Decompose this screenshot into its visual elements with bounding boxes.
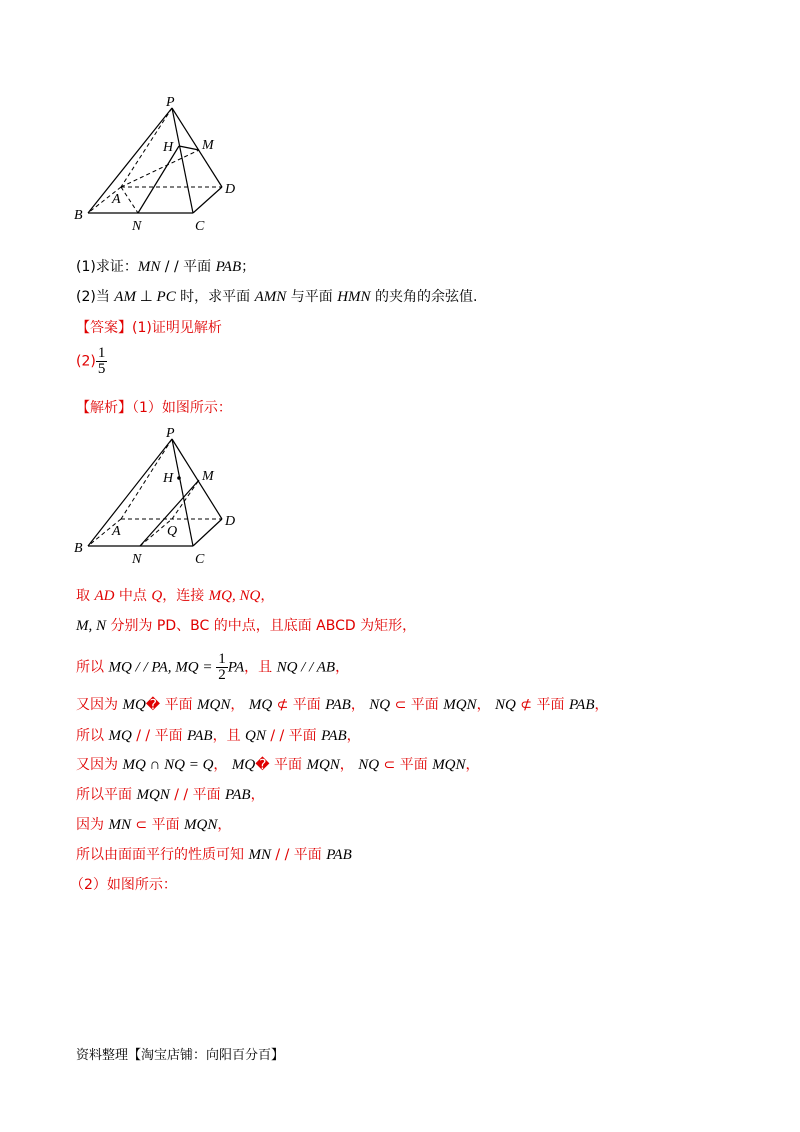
footer-text: 资料整理【淘宝店铺：向阳百分百】	[76, 1048, 285, 1063]
question-2: (2)当 AM ⊥ PC 时，求平面 AMN 与平面 HMN 的夹角的余弦值.	[76, 289, 478, 305]
answer-fraction: $\frac{1}{5}$	[97, 345, 106, 377]
label-P: P	[166, 95, 175, 110]
label-D: D	[225, 514, 236, 529]
label-A: A	[112, 524, 121, 539]
label-Q: Q	[167, 524, 178, 539]
label-H: H	[163, 471, 174, 486]
analysis-label: 【解析】（1）如图所示：	[76, 400, 232, 416]
label-M: M	[202, 469, 214, 484]
solution-line-8: 因为 MN ⊂ 平面 MQN，	[76, 817, 232, 833]
label-A: A	[112, 192, 121, 207]
segment-QM	[172, 480, 199, 519]
half-fraction: $\frac{1}{2}$	[218, 651, 226, 683]
edge-CD	[193, 519, 222, 546]
solution-line-5: 所以 MQ / / 平面 PAB，且 QN / / 平面 PAB，	[76, 728, 361, 744]
solution-line-4: 又因为 MQ� 平面 MQN， MQ ⊄ 平面 PAB， NQ ⊂ 平面 MQN， NQ ⊄ 平面 PAB，	[76, 697, 609, 713]
label-P: P	[166, 426, 175, 441]
label-B: B	[74, 208, 83, 223]
question-1: (1)求证：MN / / 平面 PAB；	[76, 259, 256, 275]
label-C: C	[195, 552, 205, 567]
solution-line-7: 所以平面 MQN / / 平面 PAB，	[76, 787, 265, 803]
label-B: B	[74, 541, 83, 556]
label-N: N	[132, 552, 142, 567]
solution-line-3: 所以 MQ / / PA, MQ = $\frac{1}{2}$ PA，且 NQ / / AB，	[76, 651, 350, 683]
part-2-label: （2）如图所示：	[70, 877, 177, 893]
label-N: N	[132, 219, 142, 234]
solution-line-6: 又因为 MQ ∩ NQ = Q， MQ� 平面 MQN， NQ ⊂ 平面 MQN，	[76, 757, 480, 773]
solution-line-9: 所以由面面平行的性质可知 MN / / 平面 PAB	[76, 847, 352, 863]
answer-part-2: (2) $\frac{1}{5}$	[76, 345, 106, 377]
label-C: C	[195, 219, 205, 234]
label-D: D	[225, 182, 236, 197]
answer-label: 【答案】(1)证明见解析	[76, 320, 222, 336]
point-H	[177, 476, 181, 480]
label-H: H	[163, 140, 174, 155]
edge-PB	[88, 439, 172, 546]
solution-line-2: M, N 分别为 PD、BC 的中点，且底面 ABCD 为矩形，	[76, 618, 417, 634]
solution-line-1: 取 AD 中点 Q，连接 MQ, NQ，	[76, 588, 275, 604]
label-M: M	[202, 138, 214, 153]
